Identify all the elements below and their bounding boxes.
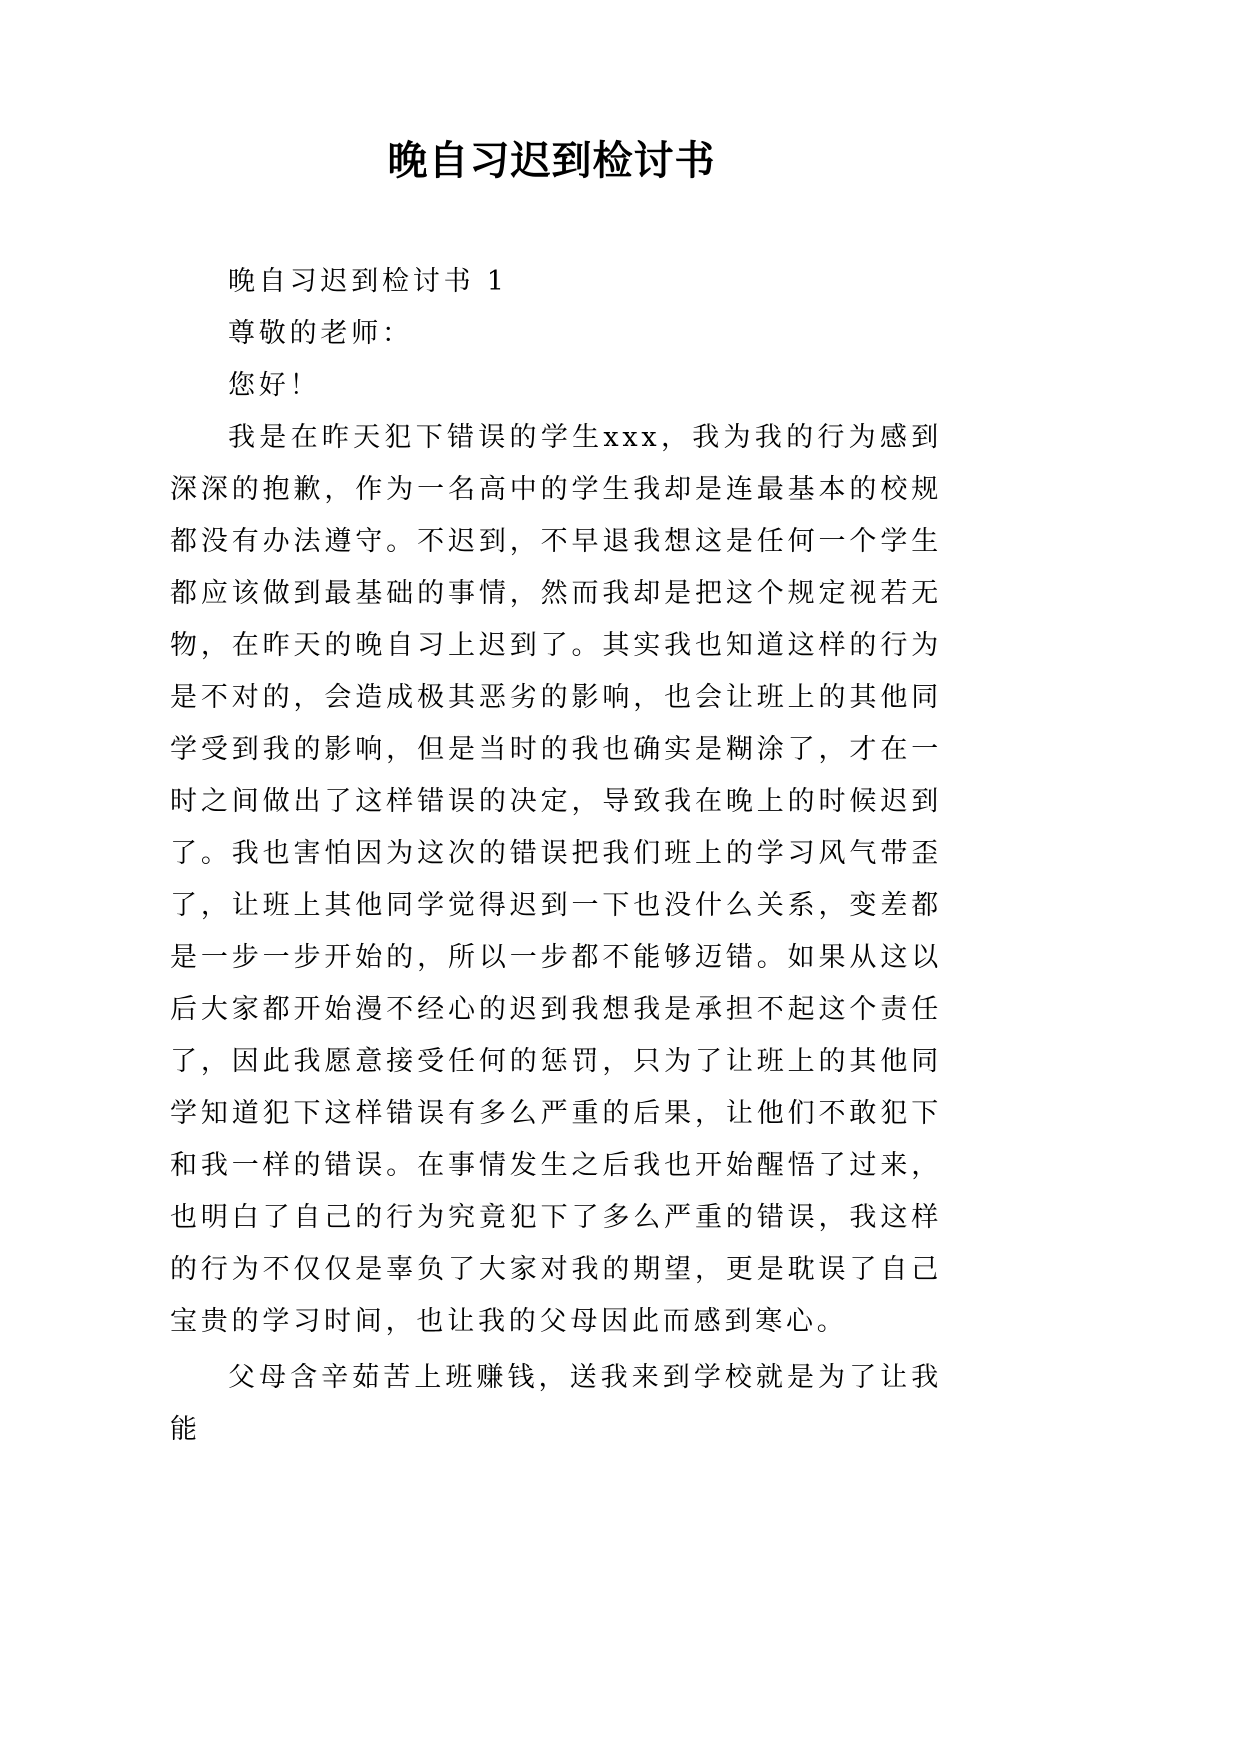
salutation: 尊敬的老师： — [228, 318, 413, 349]
document-body — [170, 256, 942, 1456]
body-paragraph: 我是在昨天犯下错误的学生xxx，我为我的行为感到深深的抱歉，作为一名高中的学生我却是连最基本的校规都没有办法遵守。不迟到，不早退我想这是任何一个学生都应该做到最基础的事情，然而我却是把这个规定视若无物，在昨天的晚自习上迟到了。其实我也知道这样的行为是不对的，会造成极其恶劣的影响，也会让班上的其他同学受到我的影响，但是当时的我也确实是糊涂了，才在一时之间做出了这样错误的决定，导致我在晚上的时候迟到了。我也害怕因为这次的错误把我们班上的学习风气带歪了，让班上其他同学觉得迟到一下也没什么关系，变差都是一步一步开始的，所以一步都不能够迈错。如果从这以后大家都开始漫不经心的迟到我想我是承担不起这个责任了，因此我愿意接受任何的惩罚，只为了让班上的其他同学知道犯下这样错误有多么严重的后果，让他们不敢犯下和我一样的错误。在事情发生之后我也开始醒悟了过来，也明白了自己的行为究竟犯下了多么严重的错误，我这样的行为不仅仅是辜负了大家对我的期望，更是耽误了自己宝贵的学习时间，也让我的父母因此而感到寒心。 — [170, 422, 942, 1337]
document-title: 晚自习迟到检讨书 — [387, 137, 716, 184]
greeting: 您好！ — [228, 370, 321, 401]
body-paragraph: 父母含辛茹苦上班赚钱，送我来到学校就是为了让我能 — [170, 1362, 942, 1445]
section-heading: 晚自习迟到检讨书 1 — [228, 266, 508, 297]
